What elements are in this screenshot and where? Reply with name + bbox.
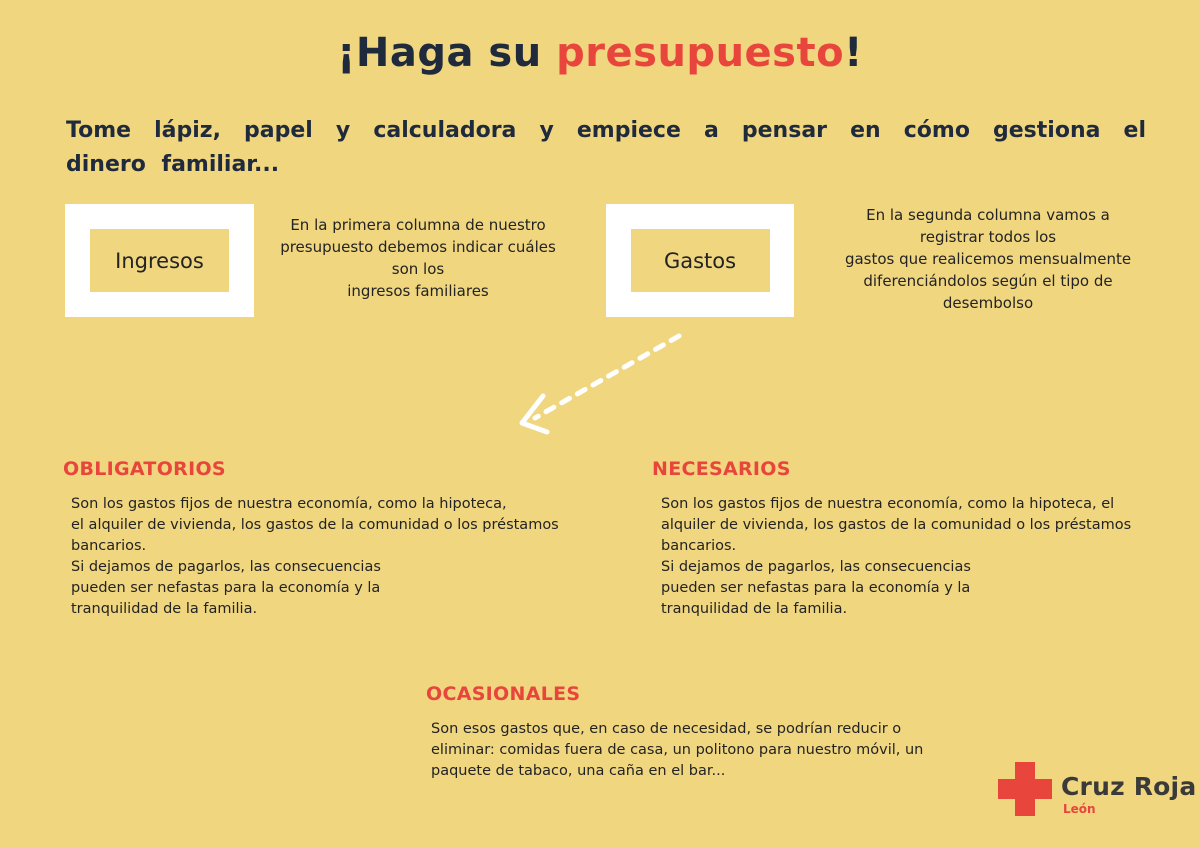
title-highlight: presupuesto [556,30,845,76]
necesarios-heading: NECESARIOS [652,458,791,480]
ingresos-description: En la primera columna de nuestro presupuesto debemos indicar cuáles son los ingresos familiares [280,216,556,300]
logo-name: Cruz Roja [1061,772,1197,801]
gastos-description: En la segunda columna vamos a registrar todos los gastos que realicemos mensualmente diferenciándolos según el tipo de desembolso [844,206,1132,312]
red-cross-icon [998,762,1052,816]
logo-sub: León [1063,802,1096,816]
necesarios-text: Son los gastos fijos de nuestra economía, como la hipoteca, el alquiler de vivienda, los gastos de la comunidad o los préstamos bancarios. Si dejamos de pagarlos, las consecuencias pueden ser nefastas para la economía y la tranquilidad de la familia. [661,496,1132,617]
ocasionales-heading: OCASIONALES [426,683,581,705]
gastos-frame [606,204,794,317]
obligatorios-text: Son los gastos fijos de nuestra economía, como la hipoteca, el alquiler de vivienda, los gastos de la comunidad o los préstamos bancarios. Si dejamos de pagarlos, las consecuencias pueden ser nefastas para la economía y la tranquilidad de la familia. [71,496,559,617]
obligatorios-heading: OBLIGATORIOS [63,458,226,480]
ingresos-frame [65,204,254,317]
gastos-label: Gastos [631,229,770,292]
intro-text: Tome lápiz, papel y calculadora y empiece a pensar en cómo gestiona el dinero familiar... [66,118,1146,177]
title-suffix: ! [844,30,863,76]
page-title [0,30,1200,76]
dashed-arrow-icon [505,320,695,445]
ingresos-label: Ingresos [90,229,229,292]
title-prefix: ¡Haga su [337,30,557,76]
ocasionales-text: Son esos gastos que, en caso de necesidad, se podrían reducir o eliminar: comidas fuera de casa, un politono para nuestro móvil, un paquete de tabaco, una caña en el bar... [431,721,924,779]
